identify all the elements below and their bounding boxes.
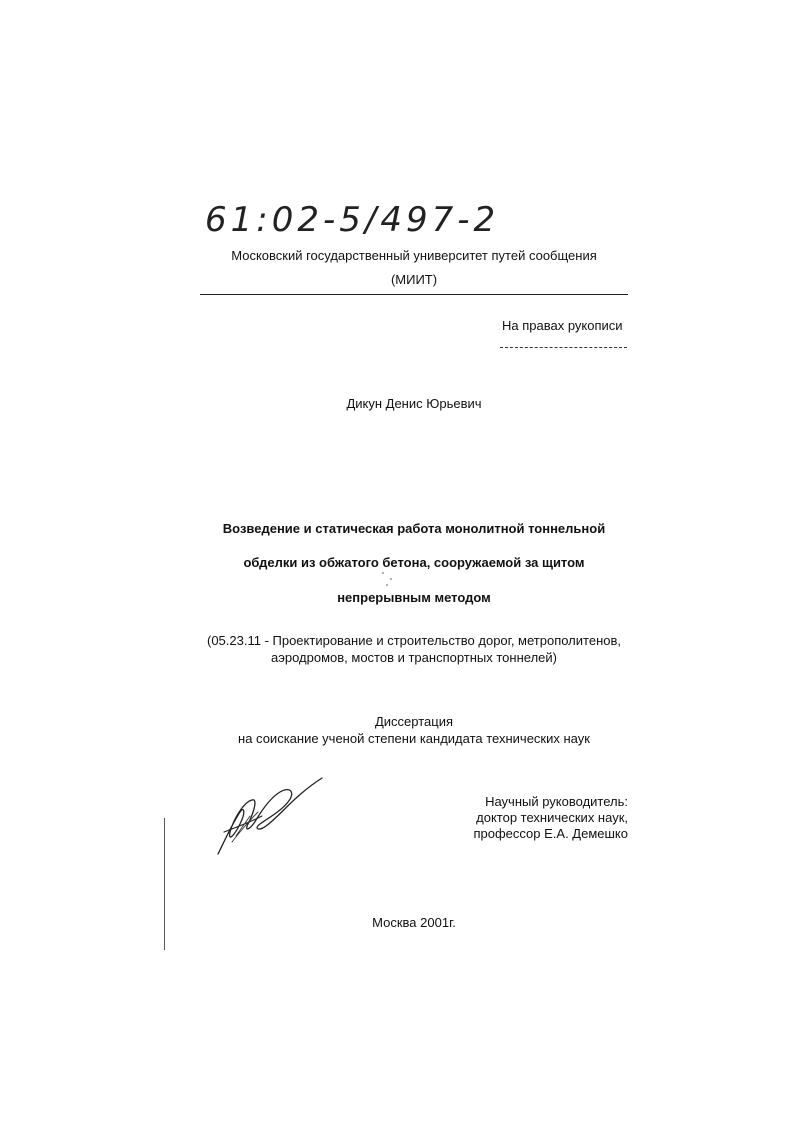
specialty-line-1: (05.23.11 - Проектирование и строительство дорог, метрополитенов,: [206, 633, 621, 648]
scan-margin-line: [164, 818, 165, 950]
author-signature: [210, 772, 330, 862]
scan-speck: [390, 578, 392, 580]
header-rule: [200, 294, 628, 295]
rights-dash-line: [500, 347, 627, 348]
supervisor-label: Научный руководитель:: [485, 794, 628, 809]
scan-speck: [382, 572, 384, 574]
work-type-line-1: Диссертация: [374, 714, 454, 729]
supervisor-degree: доктор технических наук,: [476, 810, 628, 825]
archive-number-handwritten: 61:02-5/497-2: [205, 200, 500, 240]
work-type-line-2: на соискание ученой степени кандидата технических наук: [238, 731, 590, 746]
place-year: Москва 2001г.: [372, 915, 456, 930]
title-line-2: обделки из обжатого бетона, сооружаемой за щитом: [243, 555, 585, 570]
supervisor-name: профессор Е.А. Демешко: [473, 826, 628, 841]
specialty-line-2: аэродромов, мостов и транспортных тоннелей): [271, 650, 557, 665]
rights-note: На правах рукописи: [502, 318, 623, 333]
university-name: Московский государственный университет путей сообщения: [231, 248, 597, 263]
title-line-3: непрерывным методом: [337, 590, 491, 605]
author-name: Дикун Денис Юрьевич: [346, 396, 482, 411]
title-line-1: Возведение и статическая работа монолитной тоннельной: [222, 521, 606, 536]
university-abbr: (МИИТ): [390, 272, 438, 287]
scan-speck: [386, 584, 388, 586]
